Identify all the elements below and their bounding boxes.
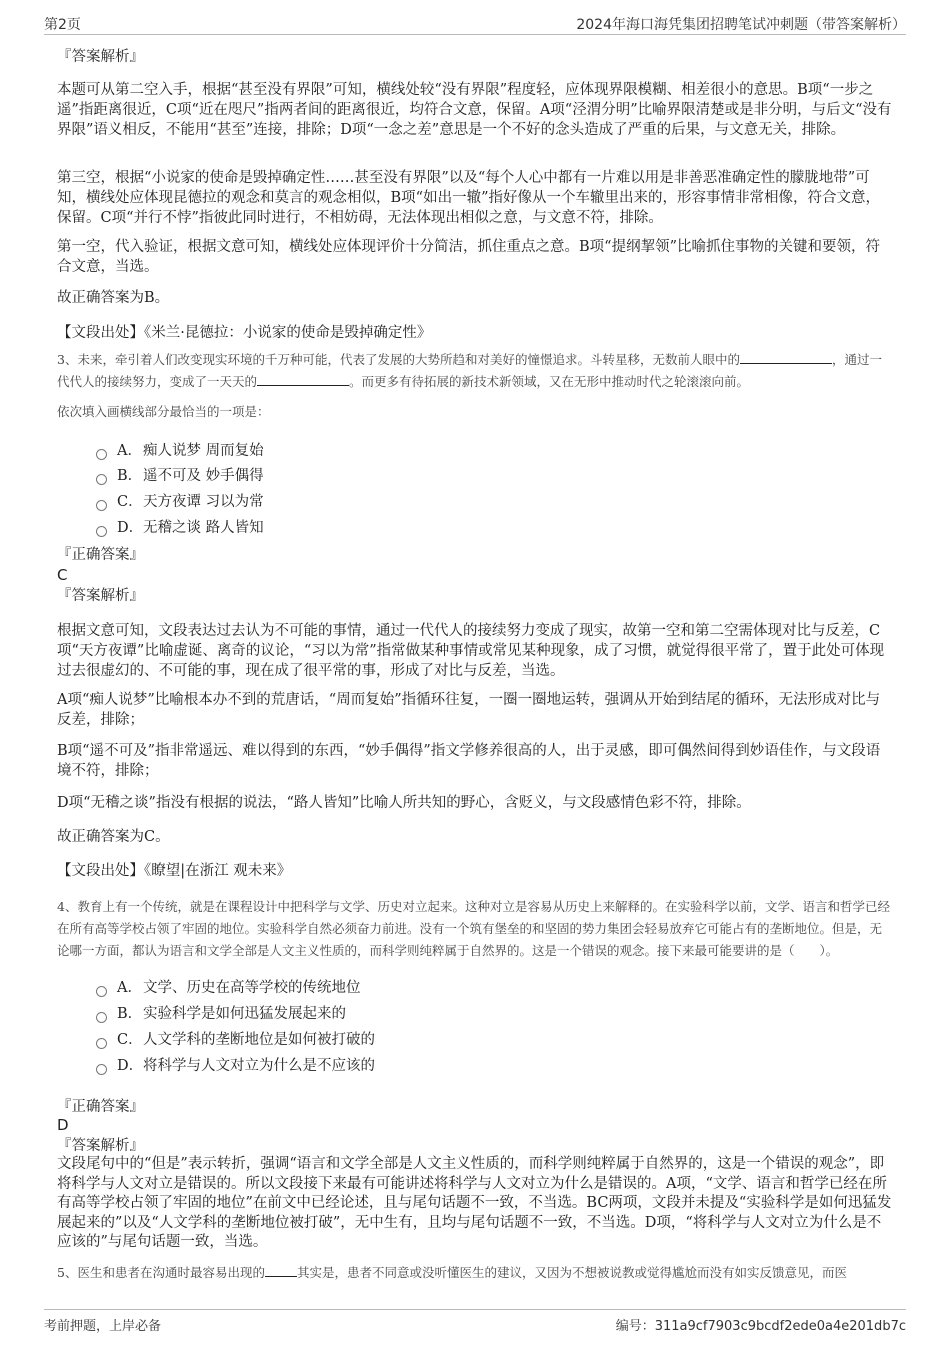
q2-analysis-tag: 『答案解析』	[57, 49, 144, 65]
q4-option-c[interactable]: C．人文学科的垄断地位是如何被打破的	[96, 1030, 375, 1050]
q4-analysis-tag: 『答案解析』	[57, 1138, 144, 1154]
q3-blank-1	[740, 349, 832, 364]
footer-slogan: 考前押题，上岸必备	[44, 1319, 162, 1334]
q3-stem	[57, 349, 893, 393]
q3-correct-tag: 『正确答案』	[57, 547, 144, 563]
q3-analysis-para4: D项“无稽之谈”指没有根据的说法，“路人皆知”比喻人所共知的野心，含贬义，与文段感情色彩不符，排除。	[57, 795, 751, 811]
q5-stem-a: 5、医生和患者在沟通时最容易出现的	[57, 1265, 265, 1280]
radio-icon[interactable]	[96, 526, 107, 537]
q3-blank-2	[257, 371, 349, 386]
q3-option-d[interactable]: D．无稽之谈 路人皆知	[96, 518, 264, 538]
radio-icon[interactable]	[96, 500, 107, 511]
page-header	[44, 12, 906, 35]
document-id: 编号：311a9cf7903c9bcdf2ede0a4e201db7c	[615, 1319, 906, 1334]
q4-stem: 4、教育上有一个传统，就是在课程设计中把科学与文学、历史对立起来。这种对立是容易从历史上来解释的。在实验科学以前，文学、语言和哲学已经在所有高等学校占领了牢固的地位。实验科学自然必须奋力前进。没有一个筑有堡垒的和坚固的势力集团会轻易放弃它可能占有的垄断地位。但是，无论哪一方面，都认为语言和文学全部是人文主义性质的，而科学则纯粹属于自然界的。这是一个错误的观念。接下来最可能要讲的是（ ）。	[57, 899, 890, 958]
q3-analysis-para3: B项“遥不可及”指非常遥远、难以得到的东西，“妙手偶得”指文学修养很高的人，出于灵感，即可偶然间得到妙语佳作，与文段语境不符，排除；	[57, 743, 881, 779]
page-footer	[44, 1309, 906, 1334]
q3-stem-a: 3、未来，牵引着人们改变现实环境的千万种可能，代表了发展的大势所趋和对美好的憧憬追求。斗转星移，无数前人眼中的	[57, 352, 740, 367]
q3-stem-b: ，通过一代代人的接续努力，变成了一天天的	[57, 352, 882, 389]
q4-correct-answer: D	[57, 1116, 69, 1134]
radio-icon[interactable]	[96, 1038, 107, 1049]
q3-option-a[interactable]: A．痴人说梦 周而复始	[96, 441, 264, 461]
q2-analysis	[57, 80, 893, 140]
radio-icon[interactable]	[96, 986, 107, 997]
page-number: 第2页	[44, 17, 81, 33]
q4-option-a[interactable]: A．文学、历史在高等学校的传统地位	[96, 978, 361, 998]
radio-icon[interactable]	[96, 449, 107, 460]
q2-source: 【文段出处】《米兰·昆德拉：小说家的使命是毁掉确定性》	[57, 325, 432, 341]
q4-correct-tag: 『正确答案』	[57, 1099, 144, 1115]
q5-stem	[57, 1262, 893, 1284]
q3-stem-c: 。而更多有待拓展的新技术新领域，又在无形中推动时代之轮滚滚向前。	[349, 374, 750, 389]
q3-correct-answer: C	[57, 566, 68, 584]
q5-stem-b: 其实是，患者不同意或没听懂医生的建议，又因为不想被说教或觉得尴尬而没有如实反馈意见，而医	[296, 1265, 847, 1280]
q2-analysis-para2: 第三空，根据“小说家的使命是毁掉确定性……甚至没有界限”以及“每个人心中都有一片难以用是非善恶准确定性的朦胧地带”可知，横线处应体现昆德拉的观念和莫言的观念相似，B项“如出一辙”指好像从一个车辙里出来的，形容事情非常相像，符合文意，保留。C项“并行不悖”指彼此同时进行，不相妨碍，无法体现出相似之意，与文意不符，排除。	[57, 170, 880, 226]
q4-analysis: 文段尾句中的“但是”表示转折，强调“语言和文学全部是人文主义性质的，而科学则纯粹属于自然界的，这是一个错误的观念”，即将科学与人文对立是错误的。所以文段接下来最有可能讲述将科学与人文对立为什么是错误的。A项，“文学、语言和哲学已经在所有高等学校占领了牢固的地位”在前文中已经论述，且与尾句话题不一致，不当选。BC两项，文段并未提及“实验科学是如何迅猛发展起来的”以及“人文学科的垄断地位被打破”，无中生有，且均与尾句话题不一致，不当选。D项，“将科学与人文对立为什么是不应该的”与尾句话题一致，当选。	[57, 1156, 892, 1250]
q3-option-b[interactable]: B．遥不可及 妙手偶得	[96, 466, 264, 486]
q4-option-b[interactable]: B．实验科学是如何迅猛发展起来的	[96, 1004, 346, 1024]
q3-analysis-para2: A项“痴人说梦”比喻根本办不到的荒唐话，“周而复始”指循环往复，一圈一圈地运转，强调从开始到结尾的循环，无法形成对比与反差，排除；	[57, 692, 881, 728]
q3-analysis-tag: 『答案解析』	[57, 588, 144, 604]
q5-blank-1	[265, 1262, 297, 1277]
radio-icon[interactable]	[96, 1064, 107, 1075]
document-title: 2024年海口海凭集团招聘笔试冲刺题（带答案解析）	[576, 17, 906, 33]
radio-icon[interactable]	[96, 1012, 107, 1023]
q2-analysis-para1: 本题可从第二空入手，根据“甚至没有界限”可知，横线处较“没有界限”程度轻，应体现界限模糊、相差很小的意思。B项“一步之遥”指距离很近，C项“近在咫尺”指两者间的距离很近，均符合文意，保留。A项“泾渭分明”比喻界限清楚或是非分明，与后文“没有界限”语义相反，不能用“甚至”连接，排除；D项“一念之差”意思是一个不好的念头造成了严重的后果，与文意无关，排除。	[57, 82, 892, 138]
q3-option-c[interactable]: C．天方夜谭 习以为常	[96, 492, 264, 512]
q4-option-d[interactable]: D．将科学与人文对立为什么是不应该的	[96, 1056, 375, 1076]
q3-analysis-para1: 根据文意可知，文段表达过去认为不可能的事情，通过一代代人的接续努力变成了现实，故第一空和第二空需体现对比与反差，C项“天方夜谭”比喻虚诞、离奇的议论，“习以为常”指常做某种事情或常见某种现象，成了习惯，就觉得很平常了，置于此处可体现过去很虚幻的、不可能的事，现在成了很平常的事，形成了对比与反差，当选。	[57, 623, 885, 679]
q3-source: 【文段出处】《瞭望|在浙江 观未来》	[57, 863, 292, 879]
radio-icon[interactable]	[96, 474, 107, 485]
q3-prompt: 依次填入画横线部分最恰当的一项是：	[57, 404, 270, 419]
q2-conclusion: 故正确答案为B。	[57, 290, 170, 306]
q3-conclusion: 故正确答案为C。	[57, 829, 170, 845]
q2-analysis-para3: 第一空，代入验证，根据文意可知，横线处应体现评价十分简洁，抓住重点之意。B项“提纲挈领”比喻抓住事物的关键和要领，符合文意，当选。	[57, 239, 880, 275]
